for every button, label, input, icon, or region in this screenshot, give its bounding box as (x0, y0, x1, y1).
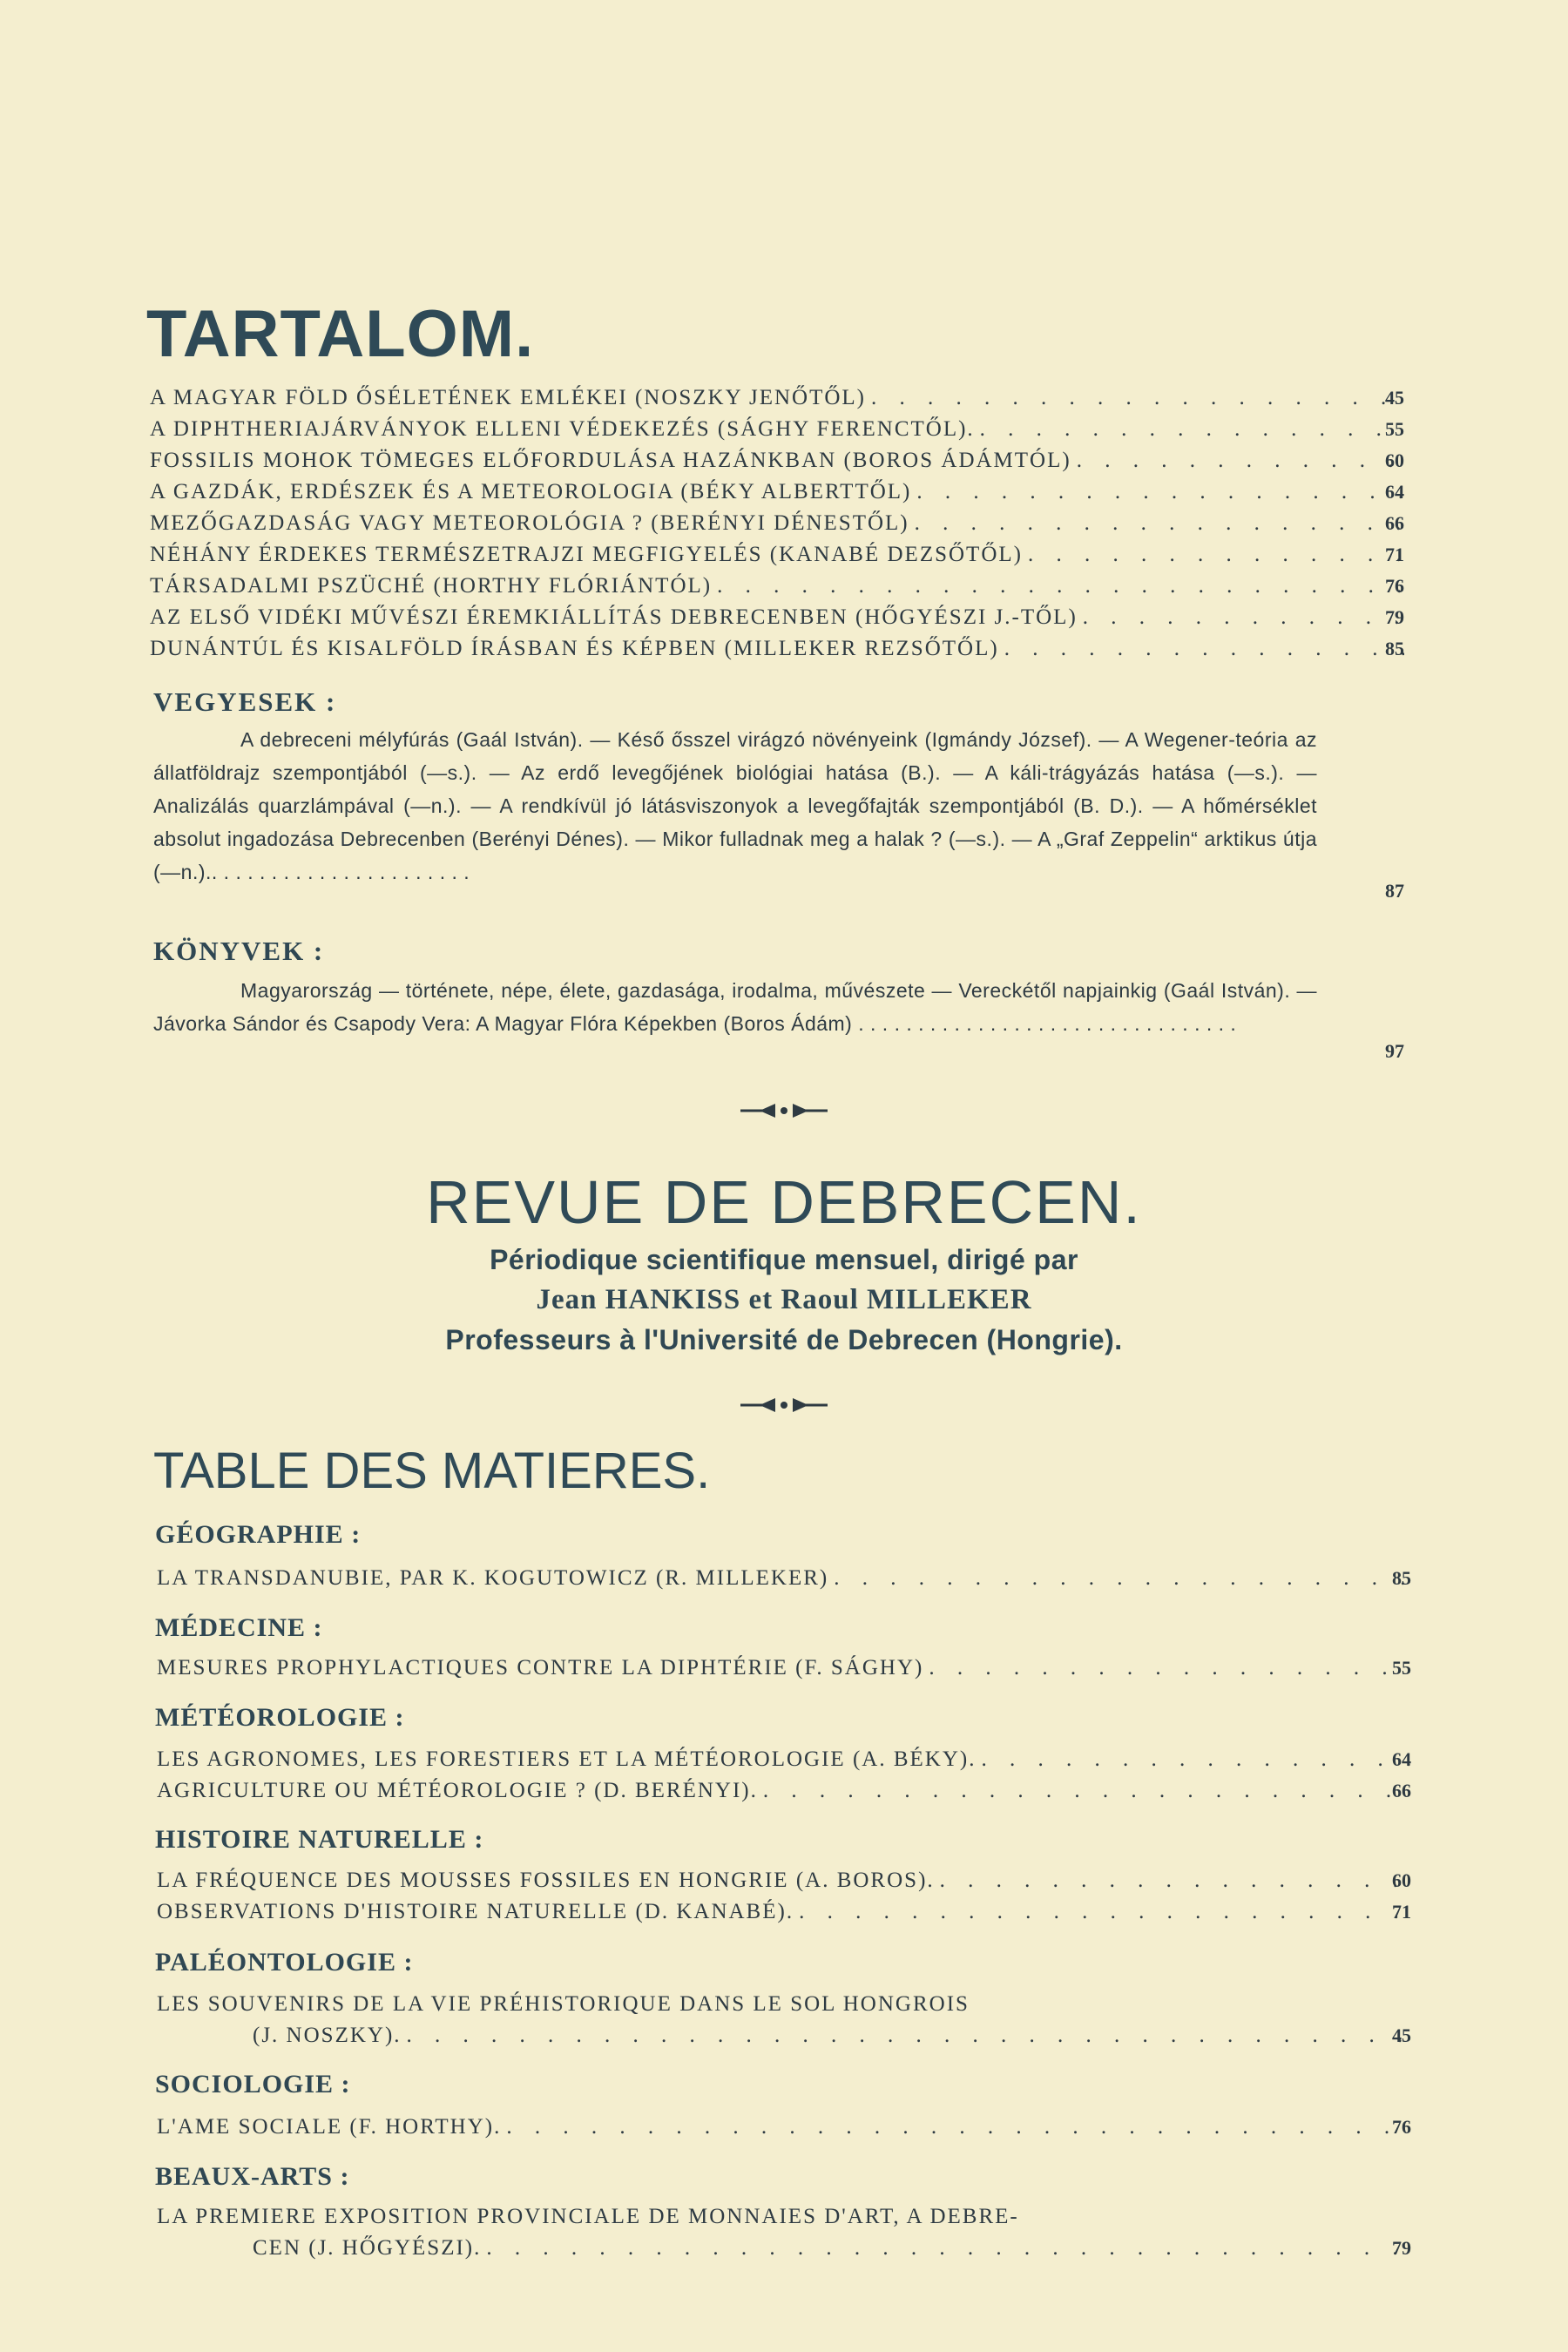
toc-entry (150, 603, 1404, 632)
konyvek-page: 97 (1385, 1040, 1404, 1062)
toc-entry (157, 1745, 1411, 1774)
category-heading: MÉDECINE : (155, 1613, 323, 1642)
page-title: TARTALOM. (146, 297, 535, 371)
toc-entry (150, 415, 1404, 444)
category-heading: HISTOIRE NATURELLE : (155, 1825, 484, 1854)
toc-entry (150, 383, 1404, 413)
toc-entry-page: 76 (1392, 2116, 1411, 2138)
leader-dots (402, 2021, 1411, 2051)
category-heading: BEAUX-ARTS : (155, 2162, 350, 2191)
toc-entry-page: 85 (1385, 638, 1404, 659)
toc-entry-text: A GAZDÁK, ERDÉSZEK ÉS A METEOROLOGIA (BÉKY ALBERTTŐL) (150, 480, 912, 504)
vegyesek-heading: VEGYESEK : (153, 686, 337, 717)
toc-entry-page: 45 (1392, 2024, 1411, 2046)
ornament-divider (740, 1394, 828, 1416)
leader-dots (909, 509, 1404, 538)
konyvek-body: Magyarország — története, népe, élete, gazdasága, irodalma, művészete — Vereckétől napjainkig (Gaál István). — Jávorka Sándor és Csapody Vera: A Magyar Flóra Képekben (Boros Ádám) (153, 979, 1317, 1035)
leader-dots (975, 415, 1404, 444)
toc-entry-page: 79 (1392, 2237, 1411, 2259)
toc-entry-text: LA TRANSDANUBIE, PAR K. KOGUTOWICZ (R. MILLEKER) (157, 1566, 829, 1590)
toc-entry (150, 571, 1404, 601)
ornament-divider (740, 1099, 828, 1122)
toc-entry-text: AGRICULTURE OU MÉTÉOROLOGIE ? (D. BERÉNYI). (157, 1779, 758, 1802)
toc-entry-page: 85 (1392, 1567, 1411, 1589)
toc-entry (253, 2021, 1411, 2051)
category-heading: SOCIOLOGIE : (155, 2070, 351, 2099)
leader-dots (1071, 446, 1404, 476)
leader-dots (1078, 603, 1404, 632)
leader-dots (712, 571, 1404, 601)
toc-entry-text: LA PREMIERE EXPOSITION PROVINCIALE DE MONNAIES D'ART, A DEBRE- (157, 2205, 1019, 2228)
toc-entry (157, 1897, 1411, 1927)
revue-title: REVUE DE DEBRECEN. (426, 1168, 1142, 1236)
toc-entry-page: 45 (1385, 387, 1404, 409)
konyvek-text: Magyarország — története, népe, élete, gazdasága, irodalma, művészete — Vereckétől napjainkig (Gaál István). — Jávorka Sándor és Csapody Vera: A Magyar Flóra Képekben (Boros Ádám) . . . . . . . . . . . . . . . . . . . . . . . . . . . . . . . . (153, 979, 1317, 1035)
revue-subtitle: Périodique scientifique mensuel, dirigé par (490, 1244, 1078, 1275)
toc-entry-page: 76 (1385, 575, 1404, 597)
toc-entry-page: 66 (1385, 512, 1404, 534)
leader-dots (501, 2112, 1411, 2142)
category-heading: PALÉONTOLOGIE : (155, 1948, 414, 1977)
leader-dots (866, 383, 1404, 413)
toc-entry (157, 1564, 1411, 1593)
leader-dots (911, 477, 1404, 507)
toc-entry-text: LA FRÉQUENCE DES MOUSSES FOSSILES EN HONGRIE (A. BOROS). (157, 1869, 935, 1892)
toc-entry-text: AZ ELSŐ VIDÉKI MŰVÉSZI ÉREMKIÁLLÍTÁS DEBRECENBEN (HŐGYÉSZI J.-TŐL) (150, 605, 1078, 629)
toc-entry (157, 1653, 1411, 1683)
leader-dots (999, 634, 1404, 664)
leader-dots (794, 1897, 1411, 1927)
leader-dots (1023, 540, 1404, 570)
toc-entry (253, 2234, 1411, 2263)
toc-entry-text: MEZŐGAZDASÁG VAGY METEOROLÓGIA ? (BERÉNYI DÉNESTŐL) (150, 511, 909, 535)
vegyesek-text: A debreceni mélyfúrás (Gaál István). — Késő ősszel virágzó növényeink (Igmándy József). — A Wegener-teória az állatföldrajz szempontjából (—s.). — Az erdő levegőjének biológiai hatása (B.). — A káli-trágyázás hatása (—s.). — Analizálás quarzlámpával (—n.). — A rendkívül jó látásviszonyok a levegőfajták szempontjából (B. D.). — A hőmérséklet absolut ingadozása Debrecenben (Berényi Dénes). — Mikor fulladnak meg a halak ? (—s.). — A „Graf Zeppelin“ arktikus útja (—n.).. . . . . . . . . . . . . . . . . . . . . . (153, 728, 1317, 883)
toc-entry (157, 1866, 1411, 1896)
toc-entry-page: 60 (1392, 1869, 1411, 1891)
toc-entry-text: A MAGYAR FÖLD ŐSÉLETÉNEK EMLÉKEI (NOSZKY JENŐTŐL) (150, 386, 867, 409)
leader-dots (923, 1653, 1411, 1683)
toc-entry-page: 60 (1385, 449, 1404, 471)
toc-entry-text: MESURES PROPHYLACTIQUES CONTRE LA DIPHTÉRIE (F. SÁGHY) (157, 1656, 924, 1680)
revue-affiliation: Professeurs à l'Université de Debrecen (Hongrie). (445, 1324, 1123, 1355)
toc-entry-page: 64 (1385, 481, 1404, 503)
toc-entry (150, 634, 1404, 664)
vegyesek-body: A debreceni mélyfúrás (Gaál István). — Késő ősszel virágzó növényeink (Igmándy József). — A Wegener-teória az állatföldrajz szempontjából (—s.). — Az erdő levegőjének biológiai hatása (B.). — A káli-trágyázás hatása (—s.). — Analizálás quarzlámpával (—n.). — A rendkívül jó látásviszonyok a levegőfajták szempontjából (B. D.). — A hőmérséklet absolut ingadozása Debrecenben (Berényi Dénes). — Mikor fulladnak meg a halak ? (—s.). — A „Graf Zeppelin“ arktikus útja (—n.).. (153, 728, 1317, 883)
toc-entry-page: 55 (1385, 418, 1404, 440)
table-title: TABLE DES MATIERES. (153, 1443, 711, 1499)
leader-dots (828, 1564, 1411, 1593)
toc-entry-text: L'AME SOCIALE (F. HORTHY). (157, 2115, 502, 2139)
toc-entry-page: 71 (1392, 1901, 1411, 1923)
toc-entry (157, 2112, 1411, 2142)
leader-dots (481, 2234, 1411, 2263)
toc-entry (150, 477, 1404, 507)
konyvek-heading: KÖNYVEK : (153, 936, 325, 966)
leader-dots (976, 1745, 1411, 1774)
toc-entry-text: NÉHÁNY ÉRDEKES TERMÉSZETRAJZI MEGFIGYELÉS (KANABÉ DEZSŐTŐL) (150, 543, 1023, 566)
toc-entry-text: LES AGRONOMES, LES FORESTIERS ET LA MÉTÉOROLOGIE (A. BÉKY). (157, 1747, 977, 1771)
toc-entry-page: 79 (1385, 606, 1404, 628)
toc-entry-text: A DIPHTHERIAJÁRVÁNYOK ELLENI VÉDEKEZÉS (SÁGHY FERENCTŐL). (150, 417, 975, 441)
toc-entry-page: 55 (1392, 1657, 1411, 1679)
toc-entry-page: 64 (1392, 1748, 1411, 1770)
toc-entry-text: DUNÁNTÚL ÉS KISALFÖLD ÍRÁSBAN ÉS KÉPBEN (MILLEKER REZSŐTŐL) (150, 637, 999, 660)
leader-dots (935, 1866, 1411, 1896)
toc-entry (150, 540, 1404, 570)
toc-entry-text-cont: (J. NOSZKY). (253, 2024, 402, 2047)
toc-entry (150, 446, 1404, 476)
toc-entry (157, 1776, 1411, 1806)
revue-editors: Jean HANKISS et Raoul MILLEKER (536, 1284, 1032, 1315)
toc-entry-text: TÁRSADALMI PSZÜCHÉ (HORTHY FLÓRIÁNTÓL) (150, 574, 713, 598)
leader-dots (758, 1776, 1411, 1806)
toc-entry-page: 71 (1385, 544, 1404, 565)
category-heading: MÉTÉOROLOGIE : (155, 1703, 405, 1732)
toc-entry-text: OBSERVATIONS D'HISTOIRE NATURELLE (D. KANABÉ). (157, 1900, 794, 1923)
toc-entry (150, 509, 1404, 538)
vegyesek-page: 87 (1385, 880, 1404, 902)
toc-entry-page: 66 (1392, 1780, 1411, 1801)
toc-entry-text: FOSSILIS MOHOK TÖMEGES ELŐFORDULÁSA HAZÁNKBAN (BOROS ÁDÁMTÓL) (150, 449, 1071, 472)
toc-entry-text: LES SOUVENIRS DE LA VIE PRÉHISTORIQUE DANS LE SOL HONGROIS (157, 1992, 970, 2016)
category-heading: GÉOGRAPHIE : (155, 1520, 362, 1549)
toc-entry-text-cont: CEN (J. HŐGYÉSZI). (253, 2236, 482, 2260)
